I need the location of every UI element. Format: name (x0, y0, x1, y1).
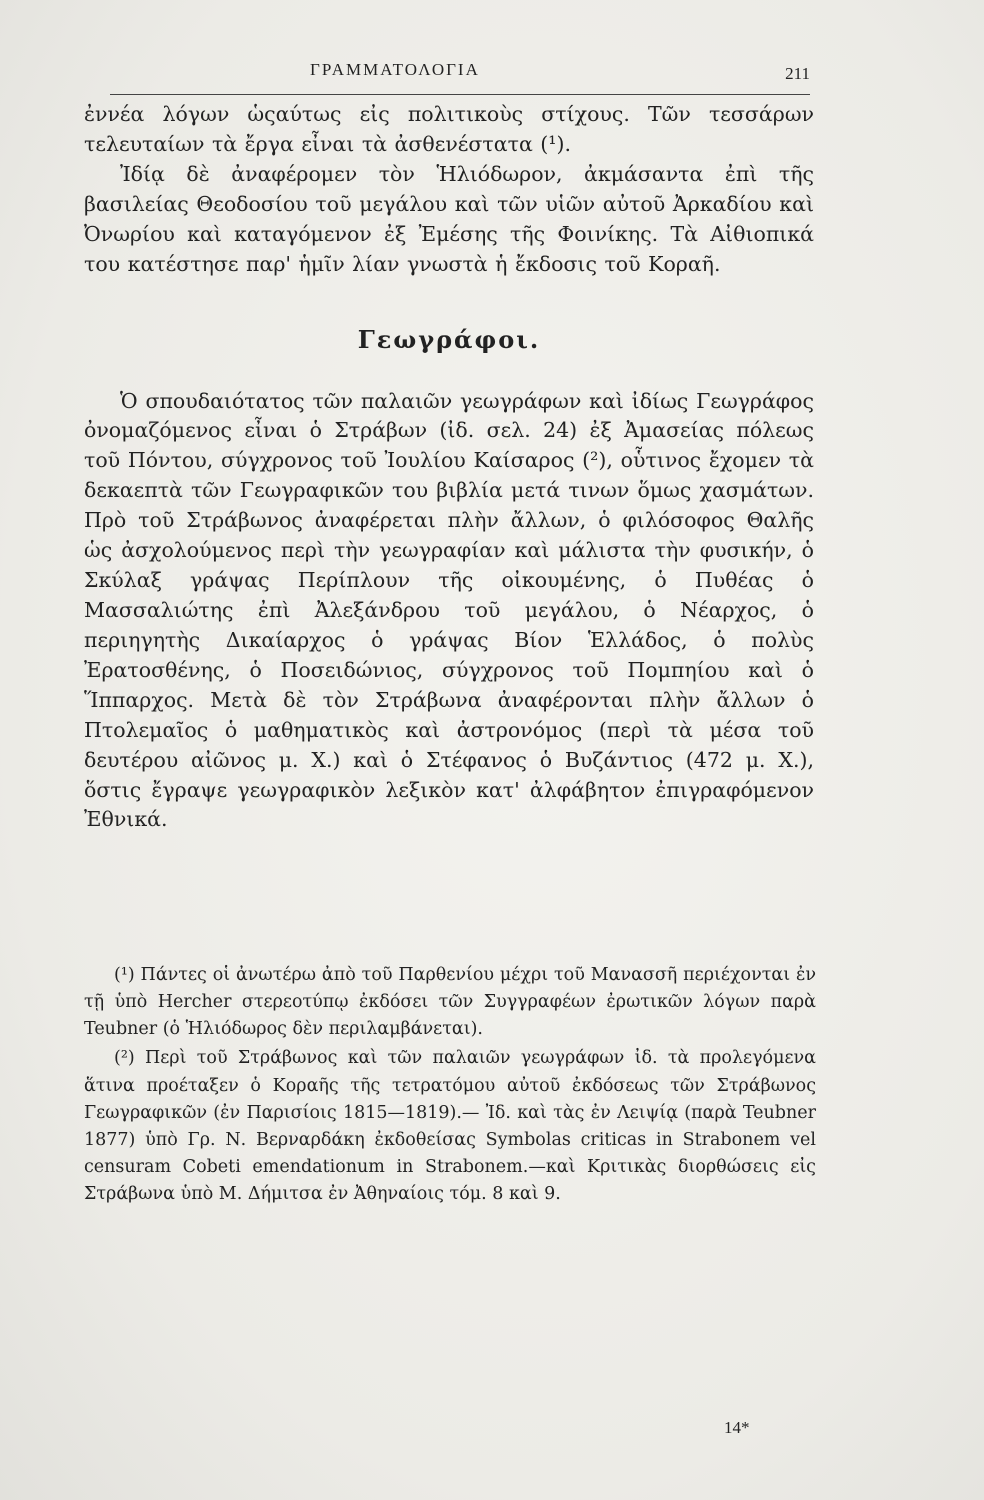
running-title: ΓΡΑΜΜΑΤΟΛΟΓΙΑ (310, 60, 480, 79)
page-header (110, 58, 810, 95)
section-heading: Γεωγράφοι. (357, 324, 541, 354)
paragraph-1: ἐννέα λόγων ὡςαύτως εἰς πολιτικοὺς στίχους. Τῶν τεσσάρων τελευταίων τὰ ἔργα εἶναι τὰ ἀσθενέστατα (¹). (84, 102, 814, 156)
signature-mark: 14* (724, 1418, 750, 1437)
paragraph-2: Ἰδίᾳ δὲ ἀναφέρομεν τὸν Ἡλιόδωρον, ἀκμάσαντα ἐπὶ τῆς βασιλείας Θεοδοσίου τοῦ μεγάλου καὶ τῶν υἱῶν αὐτοῦ Ἀρκαδίου καὶ Ὀνωρίου καὶ καταγόμενον ἐξ Ἐμέσης τῆς Φοινίκης. Τὰ Αἰθιοπικά του κατέστησε παρ' ἡμῖν λίαν γνωστὰ ἡ ἔκδοσις τοῦ Κοραῆ. (84, 161, 814, 276)
paragraph-3: Ὁ σπουδαιότατος τῶν παλαιῶν γεωγράφων καὶ ἰδίως Γεωγράφος ὀνομαζόμενος εἶναι ὁ Στράβων (ἰδ. σελ. 24) ἐξ Ἀμασείας πόλεως τοῦ Πόντου, σύγχρονος τοῦ Ἰουλίου Καίσαρος (²), οὗτινος ἔχομεν τὰ δεκαεπτὰ τῶν Γεωγραφικῶν του βιβλία μετά τινων ὅμως χασμάτων. Πρὸ τοῦ Στράβωνος ἀναφέρεται πλὴν ἄλλων, ὁ φιλόσοφος Θαλῆς ὡς ἀσχολούμενος περὶ τὴν γεωγραφίαν καὶ μάλιστα τὴν φυσικήν, ὁ Σκύλαξ γράψας Περίπλουν τῆς οἰκουμένης, ὁ Πυθέας ὁ Μασσαλιώτης ἐπὶ Ἀλεξάνδρου τοῦ μεγάλου, ὁ Νέαρχος, ὁ περιηγητὴς Δικαίαρχος ὁ γράψας Βίον Ἑλλάδος, ὁ πολὺς Ἐρατοσθένης, ὁ Ποσειδώνιος, σύγχρονος τοῦ Πομπηίου καὶ ὁ Ἵππαρχος. Μετὰ δὲ τὸν Στράβωνα ἀναφέρονται πλὴν ἄλλων ὁ Πτολεμαῖος ὁ μαθηματικὸς καὶ ἀστρονόμος (περὶ τὰ μέσα τοῦ δευτέρου αἰῶνος μ. Χ.) καὶ ὁ Στέφανος ὁ Βυζάντιος (472 μ. Χ.), ὅστις ἔγραψε γεωγραφικὸν λεξικὸν κατ' ἀλφάβητον ἐπιγραφόμενον Ἐθνικά. (84, 388, 814, 832)
footnote-2: (²) Περὶ τοῦ Στράβωνος καὶ τῶν παλαιῶν γεωγράφων ἰδ. τὰ προλεγόμενα ἅτινα προέταξεν ὁ Κοραῆς τῆς τετρατόμου αὐτοῦ ἐκδόσεως τῶν Στράβωνος Γεωγραφικῶν (ἐν Παρισίοις 1815—1819).— Ἰδ. καὶ τὰς ἐν Λειψίᾳ (παρὰ Teubner 1877) ὑπὸ Γρ. Ν. Βερναρδάκη ἐκδοθείσας Symbolas criticas in Strabonem vel censuram Cobeti emendationum in Strabonem.—καὶ Κριτικὰς διορθώσεις εἰς Στράβωνα ὑπὸ Μ. Δήμιτσα ἐν Ἀθηναίοις τόμ. 8 καὶ 9. (84, 1048, 816, 1204)
footnotes (84, 962, 816, 1210)
footnote-1: (¹) Πάντες οἱ ἀνωτέρω ἀπὸ τοῦ Παρθενίου μέχρι τοῦ Μανασσῆ περιέχονται ἐν τῇ ὑπὸ Hercher στερεοτύπῳ ἐκδόσει τῶν Συγγραφέων ἐρωτικῶν λόγων παρὰ Teubner (ὁ Ἡλιόδωρος δὲν περιλαμβάνεται). (84, 965, 816, 1040)
main-text (84, 100, 814, 835)
page-number: 211 (785, 64, 810, 83)
